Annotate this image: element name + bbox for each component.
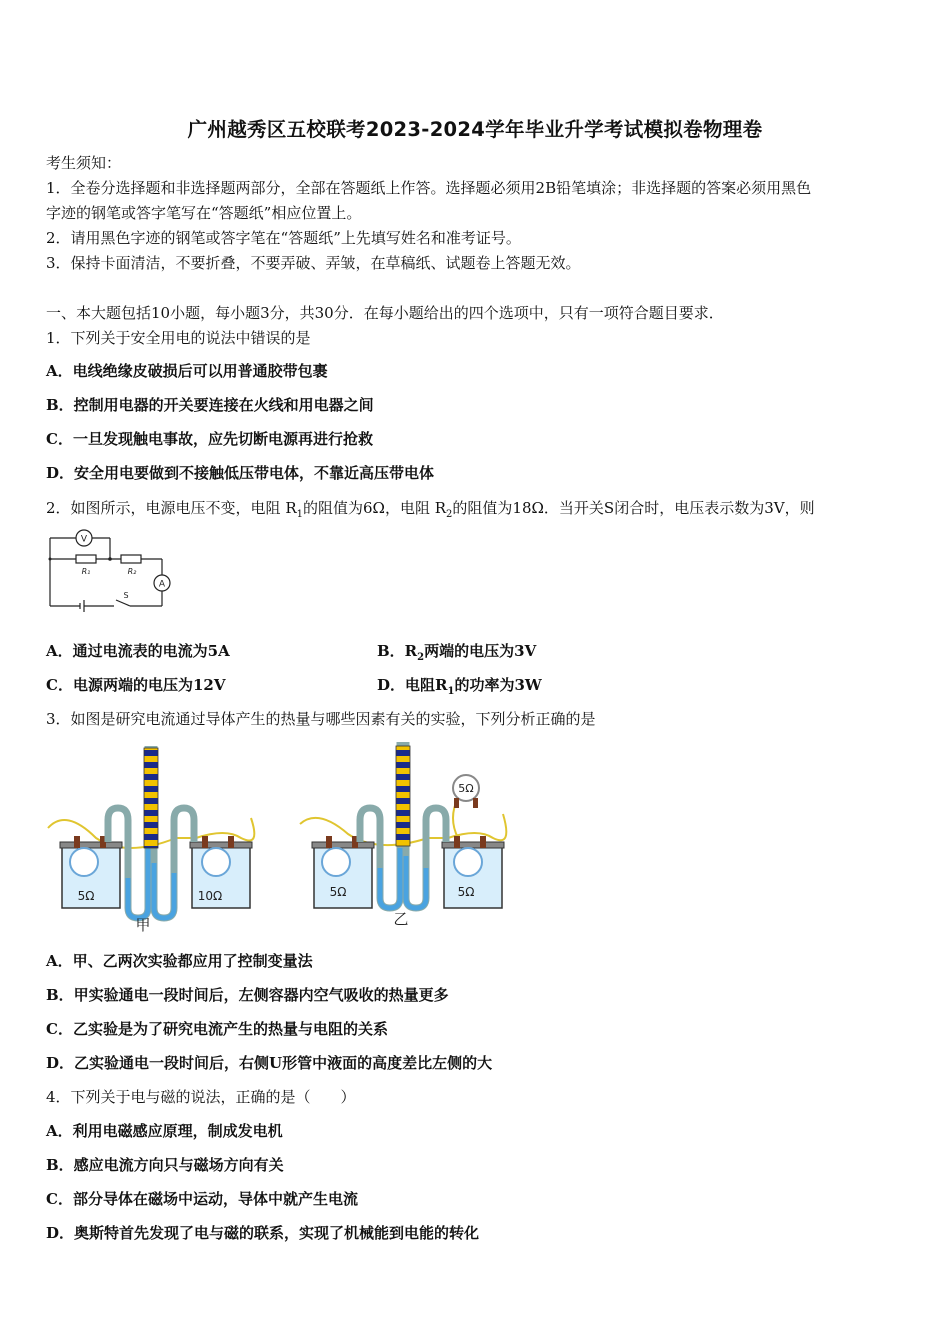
circuit-diagram <box>46 526 174 614</box>
r1-label: R₁ <box>81 567 91 576</box>
notice-item-1-line-2: 字迹的钢笔或答字笔写在“答题纸”相应位置上。 <box>46 204 362 222</box>
notice-heading: 考生须知： <box>46 154 122 172</box>
jia-r1-label: 5Ω <box>77 889 95 903</box>
q2-stem-part-a: 2．如图所示，电源电压不变，电阻 R <box>46 499 297 517</box>
yi-r1-label: 5Ω <box>329 885 347 899</box>
question-3-option-c: C．乙实验是为了研究电流产生的热量与电阻的关系 <box>46 1020 388 1038</box>
q2-stem-part-c: 的阻值为18Ω．当开关S闭合时，电压表示数为3V，则 <box>452 499 815 517</box>
page-title: 广州越秀区五校联考2023-2024学年毕业升学考试模拟卷物理卷 <box>187 118 763 141</box>
q2-stem-part-b: 的阻值为6Ω，电阻 R <box>302 499 447 517</box>
question-3-option-a: A．甲、乙两次实验都应用了控制变量法 <box>46 952 313 970</box>
q2-b-sub: 2 <box>417 652 425 663</box>
question-2-option-c: C．电源两端的电压为12V <box>46 676 226 694</box>
yi-r2-label: 5Ω <box>457 885 475 899</box>
switch-label: S <box>123 591 129 600</box>
question-4-stem: 4．下列关于电与磁的说法，正确的是（ ） <box>46 1088 356 1106</box>
notice-item-3: 3．保持卡面清洁，不要折叠，不要弄破、弄皱，在草稿纸、试题卷上答题无效。 <box>46 254 581 272</box>
question-2-option-d <box>377 674 542 697</box>
setup-yi <box>300 742 506 928</box>
ammeter-label: A <box>158 579 166 590</box>
q2-d-part-a: D．电阻R <box>377 676 448 694</box>
q2-d-sub: 1 <box>447 686 455 697</box>
question-1-option-c: C．一旦发现触电事故，应先切断电源再进行抢救 <box>46 430 373 448</box>
question-4-option-d: D．奥斯特首先发现了电与磁的联系，实现了机械能到电能的转化 <box>46 1224 480 1242</box>
question-3-stem: 3．如图是研究电流通过导体产生的热量与哪些因素有关的实验，下列分析正确的是 <box>46 710 596 728</box>
voltmeter-label: V <box>80 534 88 545</box>
question-2-option-a: A．通过电流表的电流为5A <box>46 642 230 660</box>
question-1-stem: 1．下列关于安全用电的说法中错误的是 <box>46 329 311 347</box>
setup-jia <box>48 746 254 934</box>
section-heading: 一、本大题包括10小题，每小题3分，共30分．在每小题给出的四个选项中，只有一项符合题目要求． <box>46 304 724 322</box>
r2-label: R₂ <box>127 567 137 576</box>
question-1-option-d: D．安全用电要做到不接触低压带电体，不靠近高压带电体 <box>46 464 435 482</box>
question-4-option-b: B．感应电流方向只与磁场方向有关 <box>46 1156 284 1174</box>
jia-label: 甲 <box>135 916 151 934</box>
question-4-option-a: A．利用电磁感应原理，制成发电机 <box>46 1122 283 1140</box>
q2-d-part-b: 的功率为3W <box>454 676 542 694</box>
yi-r3-label: 5Ω <box>458 782 474 795</box>
notice-item-2: 2．请用黑色字迹的钢笔或答字笔在“答题纸”上先填写姓名和准考证号。 <box>46 229 521 247</box>
question-3-option-d: D．乙实验通电一段时间后，右侧U形管中液面的高度差比左侧的大 <box>46 1054 493 1072</box>
notice-item-1-line-1: 1．全卷分选择题和非选择题两部分，全部在答题纸上作答。选择题必须用2B铅笔填涂；非选择题的答案必须用黑色 <box>46 179 812 197</box>
question-3-option-b: B．甲实验通电一段时间后，左侧容器内空气吸收的热量更多 <box>46 986 449 1004</box>
question-1-option-b: B．控制用电器的开关要连接在火线和用电器之间 <box>46 396 374 414</box>
q2-stem-sub-1: 1 <box>296 509 303 520</box>
question-2-stem <box>46 497 815 520</box>
q2-b-part-b: 两端的电压为3V <box>424 642 537 660</box>
question-4-option-c: C．部分导体在磁场中运动，导体中就产生电流 <box>46 1190 358 1208</box>
heat-experiment-figure <box>46 738 516 938</box>
yi-label: 乙 <box>393 910 409 928</box>
question-1-option-a: A．电线绝缘皮破损后可以用普通胶带包裹 <box>46 362 328 380</box>
q2-stem-sub-2: 2 <box>446 509 453 520</box>
question-2-option-b <box>377 640 536 663</box>
jia-r2-label: 10Ω <box>197 889 223 903</box>
q2-b-part-a: B．R <box>377 642 418 660</box>
